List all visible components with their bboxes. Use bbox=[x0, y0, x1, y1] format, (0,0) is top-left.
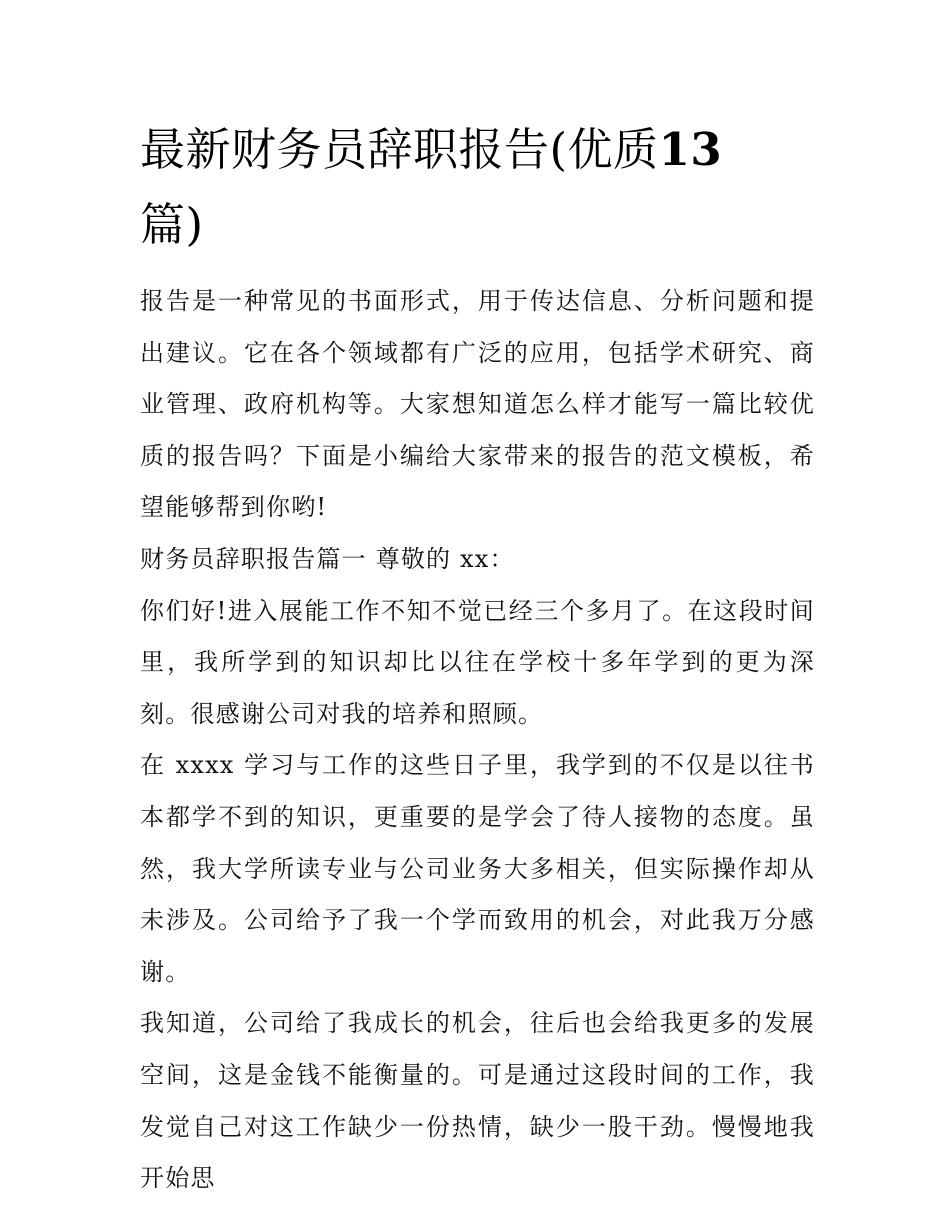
intro-paragraph: 报告是一种常见的书面形式，用于传达信息、分析问题和提出建议。它在各个领域都有广泛的应用，包括学术研究、商业管理、政府机构等。大家想知道怎么样才能写一篇比较优质的报告吗？下面是小编给大家带来的报告的范文模板，希望能够帮到你哟! bbox=[140, 287, 815, 522]
title-number: 13 bbox=[658, 123, 723, 176]
section-heading-paragraph: 财务员辞职报告篇一 尊敬的 xx： bbox=[140, 544, 515, 573]
document-body bbox=[140, 276, 815, 1205]
title-main: 最新财务员辞职报告(优质 bbox=[140, 123, 659, 176]
body-paragraph: 我知道，公司给了我成长的机会，往后也会给我更多的发展空间，这是金钱不能衡量的。可是通过这段时间的工作，我发觉自己对这工作缺少一份热情，缺少一股干劲。慢慢地我开始思 bbox=[140, 1009, 815, 1193]
page-title bbox=[140, 112, 820, 262]
title-tail: 篇) bbox=[140, 198, 204, 251]
body-paragraph: 在 xxxx 学习与工作的这些日子里，我学到的不仅是以往书本都学不到的知识，更重要的是学会了待人接物的态度。虽然，我大学所读专业与公司业务大多相关，但实际操作却从未涉及。公司给予了我一个学而致用的机会，对此我万分感谢。 bbox=[140, 751, 815, 986]
body-paragraph: 你们好!进入展能工作不知不觉已经三个多月了。在这段时间里，我所学到的知识却比以往在学校十多年学到的更为深刻。很感谢公司对我的培养和照顾。 bbox=[140, 596, 815, 728]
